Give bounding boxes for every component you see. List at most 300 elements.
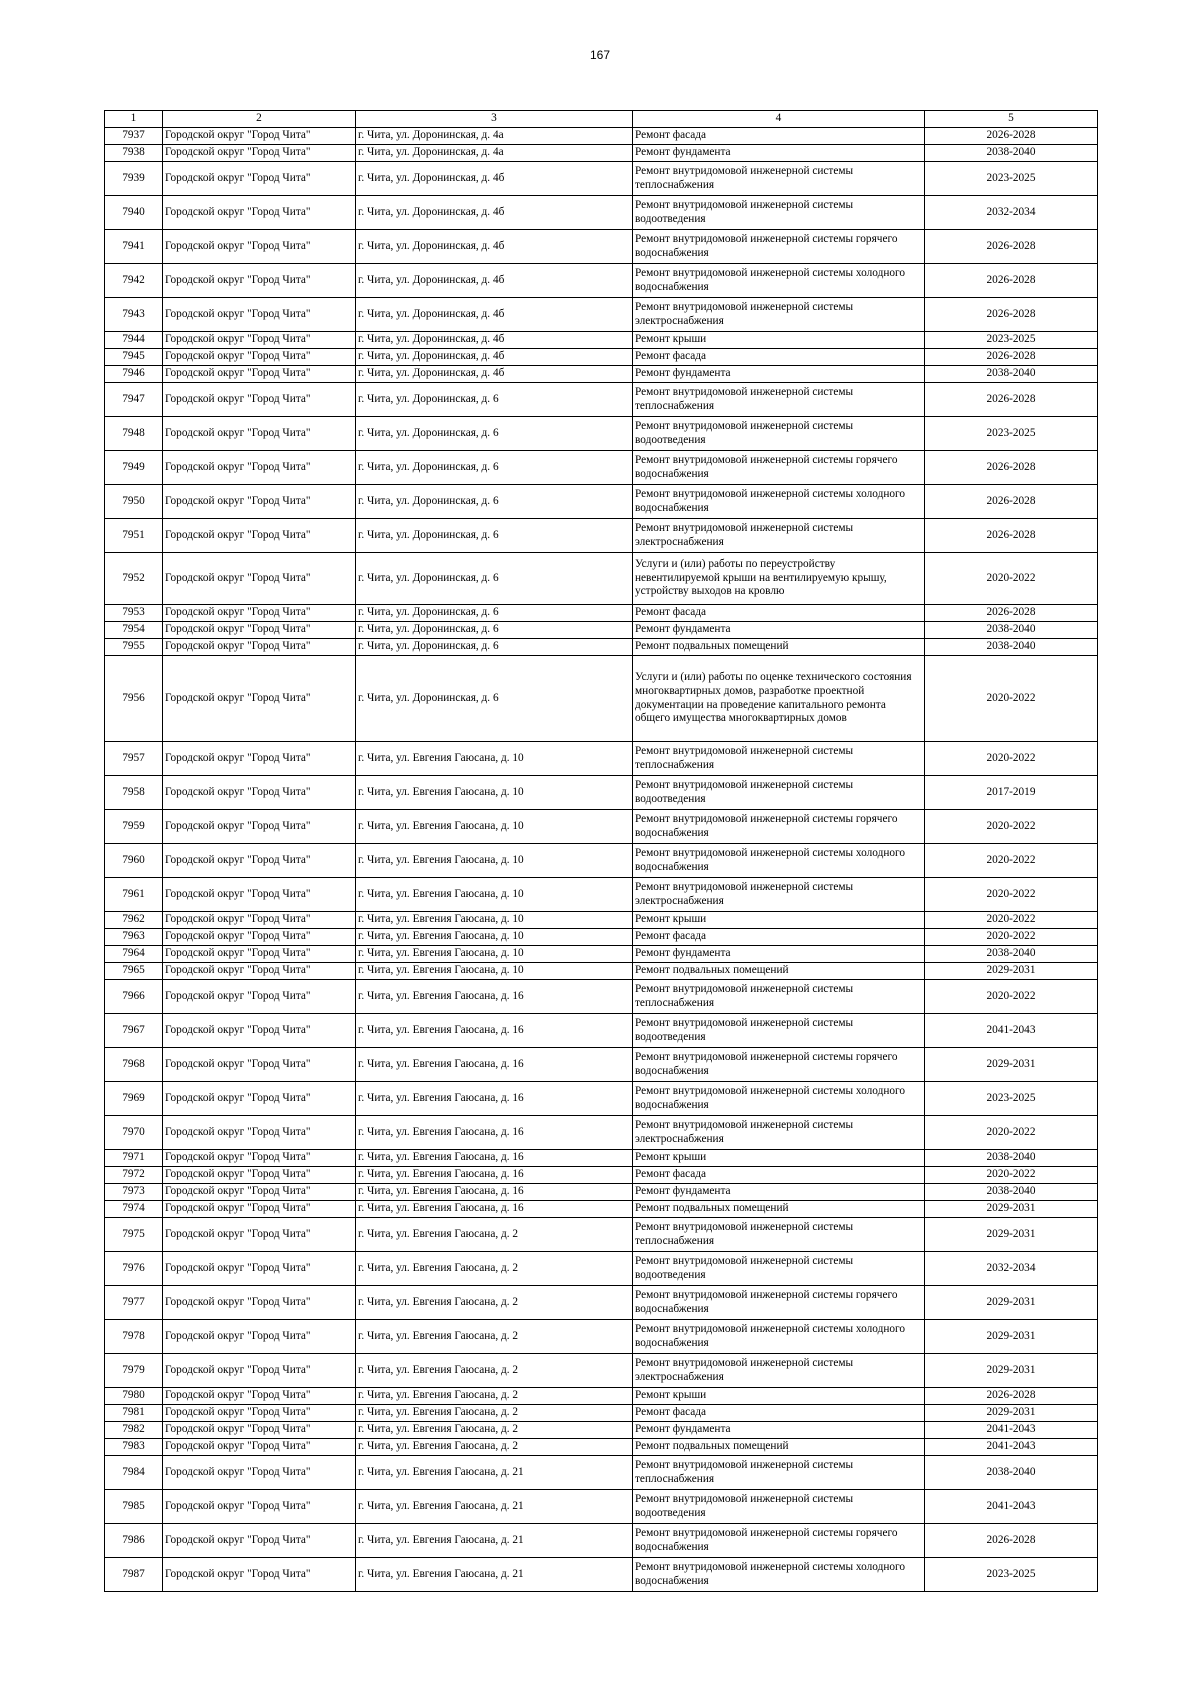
address-cell: г. Чита, ул. Доронинская, д. 4б	[356, 264, 633, 298]
table-row	[105, 810, 1098, 844]
row-number-cell: 7979	[105, 1354, 163, 1388]
table-row	[105, 553, 1098, 605]
period-cell: 2041-2043	[925, 1490, 1098, 1524]
row-number-cell: 7952	[105, 553, 163, 605]
period-cell: 2020-2022	[925, 810, 1098, 844]
municipality-cell: Городской округ "Город Чита"	[163, 1184, 356, 1201]
municipality-cell: Городской округ "Город Чита"	[163, 349, 356, 366]
row-number-cell: 7959	[105, 810, 163, 844]
table-row	[105, 1422, 1098, 1439]
table-row	[105, 1286, 1098, 1320]
address-cell: г. Чита, ул. Евгения Гаюсана, д. 10	[356, 742, 633, 776]
period-cell: 2029-2031	[925, 1286, 1098, 1320]
work-type-cell: Услуги и (или) работы по переустройству невентилируемой крыши на вентилируемую крышу, устройству выходов на кровлю	[633, 553, 925, 605]
work-type-cell: Ремонт внутридомовой инженерной системы холодного водоснабжения	[633, 1320, 925, 1354]
work-type-cell: Ремонт внутридомовой инженерной системы горячего водоснабжения	[633, 451, 925, 485]
table-row	[105, 485, 1098, 519]
municipality-cell: Городской округ "Город Чита"	[163, 1490, 356, 1524]
table-row	[105, 605, 1098, 622]
work-type-cell: Ремонт внутридомовой инженерной системы теплоснабжения	[633, 383, 925, 417]
table-row	[105, 929, 1098, 946]
address-cell: г. Чита, ул. Доронинская, д. 6	[356, 383, 633, 417]
municipality-cell: Городской округ "Город Чита"	[163, 1014, 356, 1048]
work-type-cell: Ремонт крыши	[633, 1150, 925, 1167]
period-cell: 2026-2028	[925, 383, 1098, 417]
table-row	[105, 1184, 1098, 1201]
period-cell: 2026-2028	[925, 519, 1098, 553]
work-type-cell: Ремонт подвальных помещений	[633, 1439, 925, 1456]
work-type-cell: Ремонт внутридомовой инженерной системы холодного водоснабжения	[633, 1558, 925, 1592]
period-cell: 2038-2040	[925, 1456, 1098, 1490]
period-cell: 2020-2022	[925, 656, 1098, 742]
address-cell: г. Чита, ул. Евгения Гаюсана, д. 2	[356, 1252, 633, 1286]
work-type-cell: Ремонт фасада	[633, 1167, 925, 1184]
address-cell: г. Чита, ул. Доронинская, д. 4б	[356, 366, 633, 383]
period-cell: 2038-2040	[925, 639, 1098, 656]
address-cell: г. Чита, ул. Евгения Гаюсана, д. 10	[356, 810, 633, 844]
address-cell: г. Чита, ул. Евгения Гаюсана, д. 2	[356, 1286, 633, 1320]
period-cell: 2020-2022	[925, 844, 1098, 878]
table-row	[105, 742, 1098, 776]
table-row	[105, 1320, 1098, 1354]
period-cell: 2029-2031	[925, 1354, 1098, 1388]
address-cell: г. Чита, ул. Евгения Гаюсана, д. 10	[356, 963, 633, 980]
municipality-cell: Городской округ "Город Чита"	[163, 1354, 356, 1388]
municipality-cell: Городской округ "Город Чита"	[163, 980, 356, 1014]
period-cell: 2038-2040	[925, 946, 1098, 963]
address-cell: г. Чита, ул. Евгения Гаюсана, д. 16	[356, 1150, 633, 1167]
address-cell: г. Чита, ул. Евгения Гаюсана, д. 16	[356, 980, 633, 1014]
row-number-cell: 7953	[105, 605, 163, 622]
work-type-cell: Ремонт фасада	[633, 1405, 925, 1422]
work-type-cell: Ремонт фундамента	[633, 145, 925, 162]
row-number-cell: 7971	[105, 1150, 163, 1167]
table-row	[105, 1388, 1098, 1405]
address-cell: г. Чита, ул. Евгения Гаюсана, д. 10	[356, 844, 633, 878]
work-type-cell: Ремонт фундамента	[633, 366, 925, 383]
row-number-cell: 7942	[105, 264, 163, 298]
row-number-cell: 7980	[105, 1388, 163, 1405]
work-type-cell: Ремонт внутридомовой инженерной системы электроснабжения	[633, 878, 925, 912]
work-type-cell: Ремонт фундамента	[633, 1422, 925, 1439]
work-type-cell: Ремонт внутридомовой инженерной системы водоотведения	[633, 1490, 925, 1524]
period-cell: 2041-2043	[925, 1422, 1098, 1439]
period-cell: 2041-2043	[925, 1014, 1098, 1048]
table-body	[105, 128, 1098, 1592]
row-number-cell: 7947	[105, 383, 163, 417]
row-number-cell: 7960	[105, 844, 163, 878]
period-cell: 2029-2031	[925, 1320, 1098, 1354]
table-row	[105, 298, 1098, 332]
municipality-cell: Городской округ "Город Чита"	[163, 1286, 356, 1320]
table-row	[105, 1524, 1098, 1558]
work-type-cell: Ремонт внутридомовой инженерной системы водоотведения	[633, 776, 925, 810]
address-cell: г. Чита, ул. Доронинская, д. 4б	[356, 332, 633, 349]
municipality-cell: Городской округ "Город Чита"	[163, 1524, 356, 1558]
period-cell: 2029-2031	[925, 1405, 1098, 1422]
address-cell: г. Чита, ул. Евгения Гаюсана, д. 16	[356, 1116, 633, 1150]
row-number-cell: 7958	[105, 776, 163, 810]
row-number-cell: 7941	[105, 230, 163, 264]
row-number-cell: 7973	[105, 1184, 163, 1201]
row-number-cell: 7937	[105, 128, 163, 145]
row-number-cell: 7938	[105, 145, 163, 162]
work-type-cell: Ремонт внутридомовой инженерной системы электроснабжения	[633, 1116, 925, 1150]
address-cell: г. Чита, ул. Евгения Гаюсана, д. 10	[356, 912, 633, 929]
row-number-cell: 7946	[105, 366, 163, 383]
row-number-cell: 7943	[105, 298, 163, 332]
municipality-cell: Городской округ "Город Чита"	[163, 1456, 356, 1490]
municipality-cell: Городской округ "Город Чита"	[163, 1082, 356, 1116]
municipality-cell: Городской округ "Город Чита"	[163, 485, 356, 519]
work-type-cell: Ремонт внутридомовой инженерной системы электроснабжения	[633, 1354, 925, 1388]
row-number-cell: 7976	[105, 1252, 163, 1286]
table-row	[105, 946, 1098, 963]
table-row	[105, 1439, 1098, 1456]
table-row	[105, 332, 1098, 349]
period-cell: 2020-2022	[925, 912, 1098, 929]
period-cell: 2032-2034	[925, 196, 1098, 230]
work-type-cell: Ремонт внутридомовой инженерной системы теплоснабжения	[633, 1218, 925, 1252]
municipality-cell: Городской округ "Город Чита"	[163, 963, 356, 980]
municipality-cell: Городской округ "Город Чита"	[163, 1388, 356, 1405]
period-cell: 2020-2022	[925, 553, 1098, 605]
period-cell: 2029-2031	[925, 1048, 1098, 1082]
address-cell: г. Чита, ул. Евгения Гаюсана, д. 16	[356, 1167, 633, 1184]
address-cell: г. Чита, ул. Евгения Гаюсана, д. 2	[356, 1422, 633, 1439]
period-cell: 2023-2025	[925, 417, 1098, 451]
work-type-cell: Ремонт внутридомовой инженерной системы горячего водоснабжения	[633, 810, 925, 844]
row-number-cell: 7956	[105, 656, 163, 742]
municipality-cell: Городской округ "Город Чита"	[163, 1218, 356, 1252]
period-cell: 2038-2040	[925, 1184, 1098, 1201]
row-number-cell: 7964	[105, 946, 163, 963]
table-row	[105, 639, 1098, 656]
period-cell: 2029-2031	[925, 1201, 1098, 1218]
table-row	[105, 878, 1098, 912]
row-number-cell: 7955	[105, 639, 163, 656]
row-number-cell: 7984	[105, 1456, 163, 1490]
address-cell: г. Чита, ул. Доронинская, д. 4а	[356, 145, 633, 162]
address-cell: г. Чита, ул. Доронинская, д. 4б	[356, 230, 633, 264]
address-cell: г. Чита, ул. Доронинская, д. 4б	[356, 349, 633, 366]
address-cell: г. Чита, ул. Евгения Гаюсана, д. 10	[356, 776, 633, 810]
address-cell: г. Чита, ул. Евгения Гаюсана, д. 16	[356, 1048, 633, 1082]
work-type-cell: Ремонт подвальных помещений	[633, 963, 925, 980]
municipality-cell: Городской округ "Город Чита"	[163, 417, 356, 451]
work-type-cell: Ремонт внутридомовой инженерной системы электроснабжения	[633, 519, 925, 553]
address-cell: г. Чита, ул. Доронинская, д. 6	[356, 485, 633, 519]
row-number-cell: 7961	[105, 878, 163, 912]
table-row	[105, 912, 1098, 929]
address-cell: г. Чита, ул. Евгения Гаюсана, д. 21	[356, 1490, 633, 1524]
work-type-cell: Ремонт фасада	[633, 605, 925, 622]
municipality-cell: Городской округ "Город Чита"	[163, 810, 356, 844]
municipality-cell: Городской округ "Город Чита"	[163, 1167, 356, 1184]
table-row	[105, 230, 1098, 264]
municipality-cell: Городской округ "Город Чита"	[163, 196, 356, 230]
municipality-cell: Городской округ "Город Чита"	[163, 1422, 356, 1439]
row-number-cell: 7965	[105, 963, 163, 980]
period-cell: 2026-2028	[925, 1388, 1098, 1405]
work-type-cell: Ремонт внутридомовой инженерной системы теплоснабжения	[633, 162, 925, 196]
work-type-cell: Ремонт фасада	[633, 349, 925, 366]
column-header-3: 3	[356, 111, 633, 128]
municipality-cell: Городской округ "Город Чита"	[163, 929, 356, 946]
row-number-cell: 7974	[105, 1201, 163, 1218]
period-cell: 2026-2028	[925, 349, 1098, 366]
table-row	[105, 1456, 1098, 1490]
row-number-cell: 7962	[105, 912, 163, 929]
row-number-cell: 7944	[105, 332, 163, 349]
municipality-cell: Городской округ "Город Чита"	[163, 1201, 356, 1218]
period-cell: 2020-2022	[925, 980, 1098, 1014]
address-cell: г. Чита, ул. Доронинская, д. 4а	[356, 128, 633, 145]
work-type-cell: Ремонт крыши	[633, 1388, 925, 1405]
municipality-cell: Городской округ "Город Чита"	[163, 776, 356, 810]
table-row	[105, 264, 1098, 298]
municipality-cell: Городской округ "Город Чита"	[163, 1150, 356, 1167]
work-type-cell: Ремонт внутридомовой инженерной системы холодного водоснабжения	[633, 1082, 925, 1116]
table-row	[105, 366, 1098, 383]
period-cell: 2026-2028	[925, 264, 1098, 298]
column-header-2: 2	[163, 111, 356, 128]
address-cell: г. Чита, ул. Евгения Гаюсана, д. 16	[356, 1082, 633, 1116]
municipality-cell: Городской округ "Город Чита"	[163, 946, 356, 963]
table-row	[105, 963, 1098, 980]
address-cell: г. Чита, ул. Евгения Гаюсана, д. 2	[356, 1320, 633, 1354]
period-cell: 2017-2019	[925, 776, 1098, 810]
municipality-cell: Городской округ "Город Чита"	[163, 298, 356, 332]
table-row	[105, 128, 1098, 145]
row-number-cell: 7977	[105, 1286, 163, 1320]
municipality-cell: Городской округ "Город Чита"	[163, 1116, 356, 1150]
work-type-cell: Ремонт подвальных помещений	[633, 639, 925, 656]
period-cell: 2038-2040	[925, 1150, 1098, 1167]
work-type-cell: Ремонт внутридомовой инженерной системы горячего водоснабжения	[633, 230, 925, 264]
row-number-cell: 7954	[105, 622, 163, 639]
municipality-cell: Городской округ "Город Чита"	[163, 332, 356, 349]
table-row	[105, 980, 1098, 1014]
work-type-cell: Ремонт внутридомовой инженерной системы горячего водоснабжения	[633, 1048, 925, 1082]
table-row	[105, 776, 1098, 810]
column-header-5: 5	[925, 111, 1098, 128]
table-header	[105, 111, 1098, 128]
municipality-cell: Городской округ "Город Чита"	[163, 639, 356, 656]
table-row	[105, 1354, 1098, 1388]
table-row	[105, 1150, 1098, 1167]
period-cell: 2038-2040	[925, 366, 1098, 383]
table-row	[105, 1167, 1098, 1184]
repair-schedule-table	[104, 110, 1098, 1592]
row-number-cell: 7970	[105, 1116, 163, 1150]
municipality-cell: Городской округ "Город Чита"	[163, 1320, 356, 1354]
municipality-cell: Городской округ "Город Чита"	[163, 162, 356, 196]
work-type-cell: Ремонт внутридомовой инженерной системы теплоснабжения	[633, 1456, 925, 1490]
period-cell: 2020-2022	[925, 929, 1098, 946]
work-type-cell: Ремонт подвальных помещений	[633, 1201, 925, 1218]
row-number-cell: 7963	[105, 929, 163, 946]
work-type-cell: Ремонт фасада	[633, 929, 925, 946]
address-cell: г. Чита, ул. Евгения Гаюсана, д. 2	[356, 1354, 633, 1388]
page-number: 167	[589, 48, 611, 62]
address-cell: г. Чита, ул. Доронинская, д. 6	[356, 417, 633, 451]
municipality-cell: Городской округ "Город Чита"	[163, 1405, 356, 1422]
municipality-cell: Городской округ "Город Чита"	[163, 366, 356, 383]
header-row	[105, 111, 1098, 128]
column-header-1: 1	[105, 111, 163, 128]
period-cell: 2026-2028	[925, 485, 1098, 519]
municipality-cell: Городской округ "Город Чита"	[163, 844, 356, 878]
work-type-cell: Ремонт внутридомовой инженерной системы горячего водоснабжения	[633, 1524, 925, 1558]
address-cell: г. Чита, ул. Доронинская, д. 4б	[356, 298, 633, 332]
period-cell: 2023-2025	[925, 1082, 1098, 1116]
table-row	[105, 1201, 1098, 1218]
period-cell: 2026-2028	[925, 605, 1098, 622]
address-cell: г. Чита, ул. Евгения Гаюсана, д. 10	[356, 878, 633, 912]
work-type-cell: Ремонт внутридомовой инженерной системы холодного водоснабжения	[633, 844, 925, 878]
period-cell: 2023-2025	[925, 1558, 1098, 1592]
row-number-cell: 7978	[105, 1320, 163, 1354]
work-type-cell: Ремонт внутридомовой инженерной системы холодного водоснабжения	[633, 485, 925, 519]
period-cell: 2032-2034	[925, 1252, 1098, 1286]
period-cell: 2023-2025	[925, 332, 1098, 349]
municipality-cell: Городской округ "Город Чита"	[163, 622, 356, 639]
municipality-cell: Городской округ "Город Чита"	[163, 742, 356, 776]
period-cell: 2026-2028	[925, 298, 1098, 332]
address-cell: г. Чита, ул. Евгения Гаюсана, д. 2	[356, 1405, 633, 1422]
work-type-cell: Ремонт фундамента	[633, 1184, 925, 1201]
row-number-cell: 7951	[105, 519, 163, 553]
address-cell: г. Чита, ул. Доронинская, д. 6	[356, 451, 633, 485]
address-cell: г. Чита, ул. Евгения Гаюсана, д. 16	[356, 1014, 633, 1048]
row-number-cell: 7975	[105, 1218, 163, 1252]
address-cell: г. Чита, ул. Доронинская, д. 4б	[356, 196, 633, 230]
table-row	[105, 162, 1098, 196]
table-row	[105, 1082, 1098, 1116]
work-type-cell: Ремонт фундамента	[633, 622, 925, 639]
work-type-cell: Ремонт внутридомовой инженерной системы горячего водоснабжения	[633, 1286, 925, 1320]
work-type-cell: Ремонт внутридомовой инженерной системы электроснабжения	[633, 298, 925, 332]
work-type-cell: Ремонт внутридомовой инженерной системы холодного водоснабжения	[633, 264, 925, 298]
municipality-cell: Городской округ "Город Чита"	[163, 912, 356, 929]
table-row	[105, 417, 1098, 451]
table-row	[105, 383, 1098, 417]
row-number-cell: 7948	[105, 417, 163, 451]
row-number-cell: 7982	[105, 1422, 163, 1439]
column-header-4: 4	[633, 111, 925, 128]
period-cell: 2038-2040	[925, 145, 1098, 162]
period-cell: 2026-2028	[925, 230, 1098, 264]
municipality-cell: Городской округ "Город Чита"	[163, 605, 356, 622]
table-row	[105, 1405, 1098, 1422]
municipality-cell: Городской округ "Город Чита"	[163, 878, 356, 912]
table-row	[105, 519, 1098, 553]
table-row	[105, 844, 1098, 878]
address-cell: г. Чита, ул. Евгения Гаюсана, д. 16	[356, 1201, 633, 1218]
row-number-cell: 7945	[105, 349, 163, 366]
address-cell: г. Чита, ул. Евгения Гаюсана, д. 21	[356, 1558, 633, 1592]
address-cell: г. Чита, ул. Евгения Гаюсана, д. 21	[356, 1524, 633, 1558]
municipality-cell: Городской округ "Город Чита"	[163, 1439, 356, 1456]
row-number-cell: 7969	[105, 1082, 163, 1116]
work-type-cell: Ремонт внутридомовой инженерной системы теплоснабжения	[633, 980, 925, 1014]
table-row	[105, 1116, 1098, 1150]
municipality-cell: Городской округ "Город Чита"	[163, 519, 356, 553]
row-number-cell: 7957	[105, 742, 163, 776]
table-row	[105, 145, 1098, 162]
work-type-cell: Ремонт фундамента	[633, 946, 925, 963]
address-cell: г. Чита, ул. Евгения Гаюсана, д. 2	[356, 1388, 633, 1405]
period-cell: 2023-2025	[925, 162, 1098, 196]
address-cell: г. Чита, ул. Евгения Гаюсана, д. 10	[356, 946, 633, 963]
row-number-cell: 7968	[105, 1048, 163, 1082]
period-cell: 2026-2028	[925, 128, 1098, 145]
work-type-cell: Ремонт крыши	[633, 332, 925, 349]
period-cell: 2038-2040	[925, 622, 1098, 639]
table-row	[105, 1014, 1098, 1048]
table-row	[105, 196, 1098, 230]
table-row	[105, 1218, 1098, 1252]
period-cell: 2041-2043	[925, 1439, 1098, 1456]
municipality-cell: Городской округ "Город Чита"	[163, 145, 356, 162]
row-number-cell: 7981	[105, 1405, 163, 1422]
row-number-cell: 7940	[105, 196, 163, 230]
period-cell: 2020-2022	[925, 1167, 1098, 1184]
address-cell: г. Чита, ул. Доронинская, д. 6	[356, 605, 633, 622]
work-type-cell: Ремонт внутридомовой инженерной системы водоотведения	[633, 1014, 925, 1048]
row-number-cell: 7950	[105, 485, 163, 519]
table-row	[105, 451, 1098, 485]
period-cell: 2020-2022	[925, 878, 1098, 912]
period-cell: 2026-2028	[925, 1524, 1098, 1558]
work-type-cell: Ремонт фасада	[633, 128, 925, 145]
row-number-cell: 7986	[105, 1524, 163, 1558]
address-cell: г. Чита, ул. Евгения Гаюсана, д. 16	[356, 1184, 633, 1201]
municipality-cell: Городской округ "Город Чита"	[163, 1252, 356, 1286]
table-row	[105, 349, 1098, 366]
row-number-cell: 7972	[105, 1167, 163, 1184]
period-cell: 2020-2022	[925, 742, 1098, 776]
work-type-cell: Ремонт внутридомовой инженерной системы теплоснабжения	[633, 742, 925, 776]
address-cell: г. Чита, ул. Евгения Гаюсана, д. 2	[356, 1218, 633, 1252]
municipality-cell: Городской округ "Город Чита"	[163, 656, 356, 742]
municipality-cell: Городской округ "Город Чита"	[163, 230, 356, 264]
work-type-cell: Ремонт крыши	[633, 912, 925, 929]
address-cell: г. Чита, ул. Доронинская, д. 6	[356, 656, 633, 742]
work-type-cell: Ремонт внутридомовой инженерной системы водоотведения	[633, 1252, 925, 1286]
work-type-cell: Ремонт внутридомовой инженерной системы водоотведения	[633, 196, 925, 230]
municipality-cell: Городской округ "Город Чита"	[163, 264, 356, 298]
table-row	[105, 656, 1098, 742]
address-cell: г. Чита, ул. Доронинская, д. 6	[356, 622, 633, 639]
municipality-cell: Городской округ "Город Чита"	[163, 128, 356, 145]
address-cell: г. Чита, ул. Доронинская, д. 4б	[356, 162, 633, 196]
municipality-cell: Городской округ "Город Чита"	[163, 1558, 356, 1592]
period-cell: 2029-2031	[925, 963, 1098, 980]
municipality-cell: Городской округ "Город Чита"	[163, 383, 356, 417]
row-number-cell: 7939	[105, 162, 163, 196]
table-row	[105, 1490, 1098, 1524]
table-row	[105, 622, 1098, 639]
address-cell: г. Чита, ул. Евгения Гаюсана, д. 2	[356, 1439, 633, 1456]
address-cell: г. Чита, ул. Доронинская, д. 6	[356, 519, 633, 553]
municipality-cell: Городской округ "Город Чита"	[163, 451, 356, 485]
row-number-cell: 7983	[105, 1439, 163, 1456]
address-cell: г. Чита, ул. Доронинская, д. 6	[356, 553, 633, 605]
table-row	[105, 1048, 1098, 1082]
table-row	[105, 1558, 1098, 1592]
